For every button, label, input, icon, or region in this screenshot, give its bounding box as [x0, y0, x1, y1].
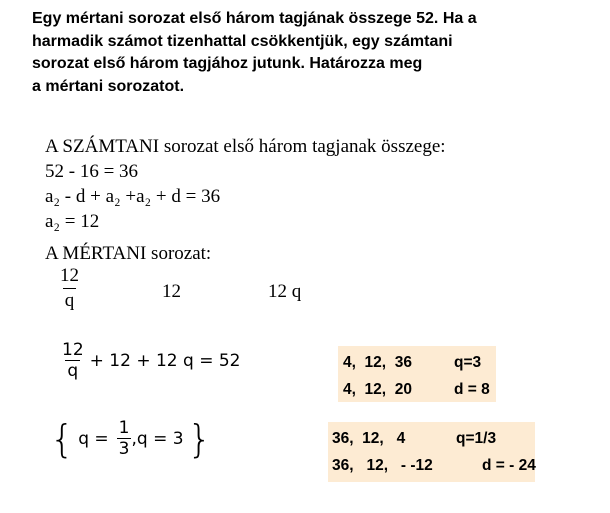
answer-q3-terms-2: 4, 12, 20: [343, 381, 412, 398]
solution-line-3: a₂ = 12: [45, 211, 100, 232]
answer-q13-terms-2: 36, 12, - -12: [332, 457, 433, 474]
answer-q3-param-1: q=3: [454, 354, 482, 371]
solution-line-1: 52 - 16 = 36: [45, 161, 139, 182]
equation-denominator: q: [67, 361, 79, 381]
answer-q3-terms-1: 4, 12, 36: [343, 354, 412, 371]
solution-line-2: a₂ - d + a₂ +a₂ + d = 36: [45, 186, 221, 207]
answer-q3-param-2: d = 8: [454, 381, 490, 398]
problem-line-4: a mértani sorozatot.: [32, 77, 185, 95]
term-3: 12 q: [268, 281, 302, 302]
term-1-numerator: 12: [60, 265, 79, 286]
answer-q13-terms-1: 36, 12, 4: [332, 430, 406, 447]
term-1-fraction: [58, 264, 81, 313]
term-1-denominator: q: [64, 290, 75, 311]
roots-separator: ,: [131, 428, 137, 449]
arithmetic-heading: A SZÁMTANI sorozat első három tagjanak összege:: [45, 136, 446, 157]
q1-label: q =: [78, 428, 109, 449]
answer-box-q3: [338, 346, 496, 402]
roots-set: [50, 418, 212, 459]
geometric-heading: A MÉRTANI sorozat:: [45, 243, 212, 264]
term-2: 12: [162, 281, 181, 302]
q1-denominator: 3: [118, 439, 130, 459]
problem-line-2: harmadik számot tizenhattal csökkentjük, egy számtani: [32, 32, 453, 50]
equation-numerator: 12: [62, 340, 84, 360]
q2-value: q = 3: [136, 428, 184, 449]
answer-q13-param-1: q=1/3: [456, 430, 497, 447]
sum-equation: [60, 340, 240, 381]
problem-statement: [32, 8, 477, 98]
q1-numerator: 1: [118, 418, 130, 438]
right-brace-icon: }: [187, 416, 212, 461]
equation-rest: + 12 + 12 q = 52: [89, 350, 241, 371]
answer-box-q13: [328, 422, 535, 482]
problem-line-3: sorozat első három tagjához jutunk. Határozza meg: [32, 55, 423, 72]
left-brace-icon: {: [50, 416, 75, 461]
answer-q13-param-2: d = - 24: [482, 457, 536, 474]
problem-line-1: Egy mértani sorozat első három tagjának összege 52. Ha a: [32, 10, 477, 27]
